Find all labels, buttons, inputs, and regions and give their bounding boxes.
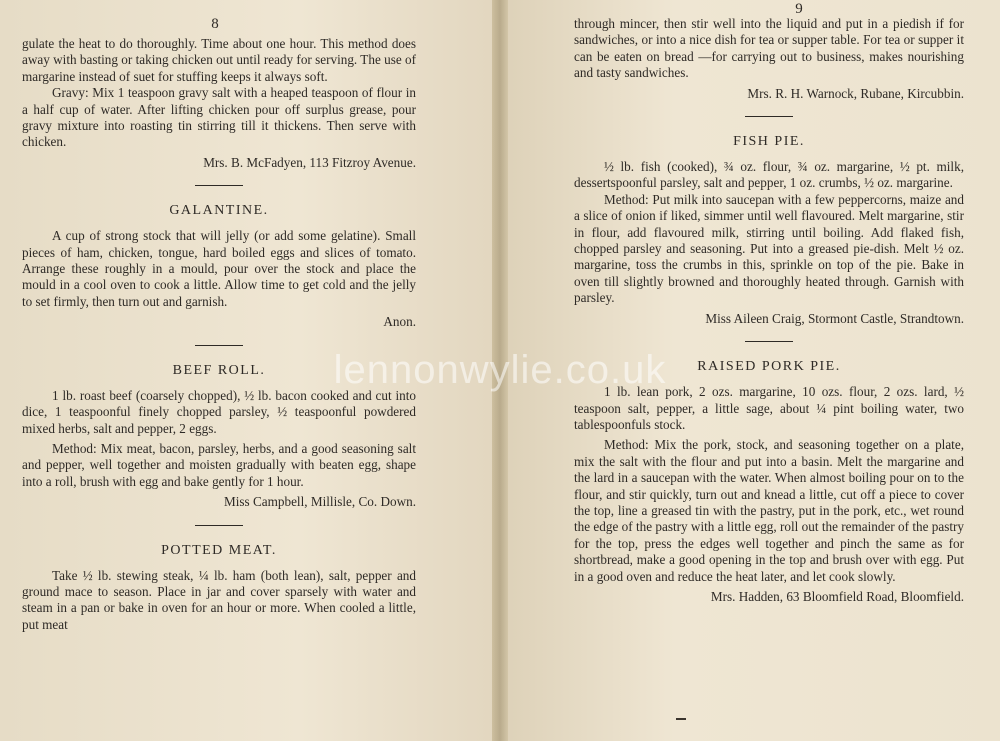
pork-pie-ingredients: 1 lb. lean pork, 2 ozs. margarine, 10 ozs. flour, 2 ozs. lard, ½ teaspoon salt, pepper, a little sage, about ¼ pint boiling water, two tablespoonfuls stock. bbox=[574, 384, 964, 432]
divider bbox=[745, 116, 793, 117]
gravy-signature: Mrs. B. McFadyen, 113 Fitzroy Avenue. bbox=[203, 154, 416, 170]
beef-roll-ingredients: 1 lb. roast beef (coarsely chopped), ½ lb. bacon cooked and cut into dice, 1 teaspoonful finely chopped parsley, ½ teaspoonful powdered mixed herbs, salt and pepper, 2 eggs. bbox=[22, 387, 416, 436]
divider bbox=[195, 185, 243, 186]
page-number-right: 9 bbox=[795, 1, 803, 17]
fish-pie-ingredients: ½ lb. fish (cooked), ¾ oz. flour, ¾ oz. margarine, ½ pt. milk, dessertspoonful parsley, salt and pepper, 1 oz. crumbs, ½ oz. margarine. bbox=[574, 159, 964, 191]
potted-meat-signature: Mrs. R. H. Warnock, Rubane, Kircubbin. bbox=[747, 85, 964, 101]
beef-roll-signature: Miss Campbell, Millisle, Co. Down. bbox=[224, 494, 416, 510]
fish-pie-signature: Miss Aileen Craig, Stormont Castle, Strandtown. bbox=[705, 310, 964, 326]
page-number-left: 8 bbox=[211, 16, 219, 32]
gravy-text: Gravy: Mix 1 teaspoon gravy salt with a heaped teaspoon of flour in a half cup of water. After lifting chicken pour off surplus grease, pour gravy mixture into roasting tin stirring till it thickens. Then serve with chicken. bbox=[22, 85, 416, 150]
raised-pork-pie-title: RAISED PORK PIE. bbox=[697, 359, 841, 375]
pork-pie-method: Method: Mix the pork, stock, and seasoning together on a plate, mix the salt with the flour and put into a basin. Melt the margarine and the lard in a saucepan with the water. When almost boiling pour on to the flour, and stir quickly, turn out and knead a little, cut off a piece to cover the top, line a greased tin with the pastry, put in the pork, etc., wet round the edge of the pastry with a little egg, roll out the remainder of the pastry for the top, press the edges well together and pinch the same as for shortbread, make a good opening in the top and brush over with egg. Put in a good oven and reduce the heat later, and let cook slowly. bbox=[574, 437, 964, 584]
potted-meat-text: Take ½ lb. stewing steak, ¼ lb. ham (both lean), salt, pepper and ground mace to season. Place in jar and cover sparsely with water and steam in a pan or bake in oven for an hour or more. When cooled a little, put meat bbox=[22, 567, 416, 632]
page-mark bbox=[676, 718, 686, 720]
galantine-title: GALANTINE. bbox=[169, 203, 269, 219]
potted-meat-text-end: through mincer, then stir well into the liquid and put in a piedish if for sandwiches, or into a nice dish for tea or supper table. For tea or supper it can be eaten on bread —for carrying out to business, makes nourishing and tasty sandwiches. bbox=[574, 16, 964, 81]
fish-pie-method: Method: Put milk into saucepan with a few peppercorns, maize and a slice of onion if liked, simmer until well flavoured. Melt margarine, stir in flour, add flavoured milk, stirring until boiling. Add flaked fish, chopped parsley and seasoning. Put into a greased pie-dish. Melt ½ oz. margarine, toss the crumbs in this, sprinkle on top of the pie. Bake in oven till slightly browned and thoroughly heated through. Garnish with parsley. bbox=[574, 191, 964, 306]
chicken-text-end: gulate the heat to do thoroughly. Time about one hour. This method does away with basting or taking chicken out until ready for serving. The use of margarine instead of suet for stuffing keeps it always soft. bbox=[22, 36, 416, 84]
fish-pie-title: FISH PIE. bbox=[733, 134, 805, 150]
beef-roll-method: Method: Mix meat, bacon, parsley, herbs, and a good seasoning salt and pepper, well together and moisten gradually with beaten egg, shape into a roll, brush with egg and bake gently for 1 hour. bbox=[22, 440, 416, 489]
watermark: lennonwylie.co.uk bbox=[333, 348, 667, 392]
pork-pie-signature: Mrs. Hadden, 63 Bloomfield Road, Bloomfield. bbox=[710, 588, 964, 604]
divider bbox=[195, 345, 243, 346]
divider bbox=[195, 525, 243, 526]
beef-roll-title: BEEF ROLL. bbox=[172, 362, 266, 378]
galantine-signature: Anon. bbox=[383, 314, 416, 330]
galantine-text: A cup of strong stock that will jelly (or add some gelatine). Small pieces of ham, chicken, tongue, hard boiled eggs and slices of tomato. Arrange these roughly in a mould, pour over the stock and place the mould in a cool oven to cook a little. Allow time to get cold and the jelly to set firmly, then turn out and garnish. bbox=[22, 228, 416, 309]
potted-meat-title: POTTED MEAT. bbox=[161, 542, 277, 558]
divider bbox=[745, 341, 793, 342]
